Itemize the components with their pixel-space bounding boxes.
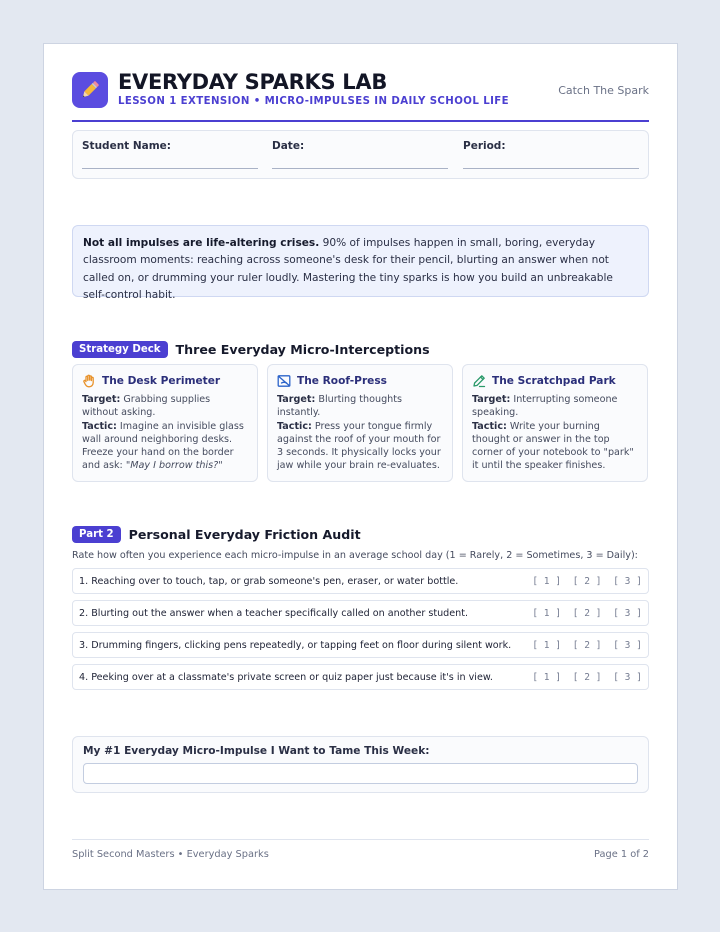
period-field[interactable] [463,140,639,169]
student-info-box [72,130,649,179]
audit-item-text: 3. Drumming fingers, clicking pens repeatedly, or tapping feet on floor during silent work. [79,639,512,651]
audit-pill: Part 2 [72,526,121,543]
footer-credit: Split Second Masters • Everyday Sparks [72,849,269,860]
target-label: Target: [277,394,316,405]
audit-item-3 [72,632,649,658]
tactic-label: Tactic: [277,420,312,432]
card-body [82,393,248,473]
pencil-icon [72,72,108,108]
target-label: Target: [82,394,121,405]
card-target: Blurting thoughts instantly. [277,394,403,419]
audit-item-text: 1. Reaching over to touch, tap, or grab someone's pen, eraser, or water bottle. [79,575,459,587]
page-title: EVERYDAY SPARKS LAB [118,70,388,94]
hand-icon [82,374,96,388]
audit-item-text: 4. Peeking over at a classmate's private screen or quiz paper just because it's in view. [79,671,493,683]
card-target: Interrupting someone speaking. [472,394,618,419]
strategy-pill: Strategy Deck [72,341,168,358]
audit-item-2 [72,600,649,626]
card-title: The Roof-Press [297,375,387,387]
header-tagline: Catch The Spark [558,84,649,97]
student-name-field[interactable] [82,140,258,169]
intro-lead: Not all impulses are life-altering crises. [83,237,320,249]
audit-item-4 [72,664,649,690]
weekly-goal-label: My #1 Everyday Micro-Impulse I Want to Tame This Week: [83,745,430,757]
date-label: Date: [272,140,305,152]
card-tactic: Write your burning thought or answer in the top corner of your notebook to "park" it until the speaker finishes. [472,420,634,472]
strategy-cards [72,364,649,482]
date-line[interactable] [272,168,448,169]
card-quote: "May I borrow this?" [125,460,223,472]
audit-item-text: 2. Blurting out the answer when a teacher specifically called on another student. [79,607,469,619]
date-field[interactable] [272,140,448,169]
rating-scale[interactable]: [ 1 ] [ 2 ] [ 3 ] [532,671,642,683]
audit-section-header [72,526,361,543]
intro-body: 90% of impulses happen in small, boring, everyday classroom moments: reaching across someone's desk for their pencil, blurting an answer when not called on, or drumming your ruler loudly. Mastering the tiny sparks is how you build an unbreakable self-control habit. [83,237,613,301]
strategy-title: Three Everyday Micro-Interceptions [175,342,430,357]
card-body [277,393,443,473]
intro-callout [72,225,649,301]
weekly-goal-box [72,736,649,793]
audit-title: Personal Everyday Friction Audit [128,527,361,542]
rating-scale[interactable]: [ 1 ] [ 2 ] [ 3 ] [532,575,642,587]
card-tactic: Imagine an invisible glass wall around neighboring desks. Freeze your hand on the border and ask: [82,420,244,472]
audit-item-1 [72,568,649,594]
page-number: Page 1 of 2 [594,849,649,860]
strategy-card-scratchpad-park [462,364,648,482]
strategy-card-roof-press [267,364,453,482]
card-target: Grabbing supplies without asking. [82,394,211,419]
footer-divider [72,839,649,840]
card-tactic: Press your tongue firmly against the roof of your mouth for 3 seconds. It physically locks your jaw while your brain re-evaluates. [277,420,441,472]
strategy-card-desk-perimeter [72,364,258,482]
period-line[interactable] [463,168,639,169]
rating-scale[interactable]: [ 1 ] [ 2 ] [ 3 ] [532,607,642,619]
weekly-goal-input[interactable] [83,763,638,784]
target-label: Target: [472,394,511,405]
card-body [472,393,638,473]
card-title: The Scratchpad Park [492,375,616,387]
strategy-section-header [72,341,430,358]
tactic-label: Tactic: [82,420,117,432]
header-divider [72,120,649,122]
page-subtitle: LESSON 1 EXTENSION • MICRO-IMPULSES IN DAILY SCHOOL LIFE [118,96,509,107]
mouth-block-icon [277,374,291,388]
worksheet-page [43,43,678,890]
rating-scale[interactable]: [ 1 ] [ 2 ] [ 3 ] [532,639,642,651]
audit-instructions: Rate how often you experience each micro-impulse in an average school day (1 = Rarely, 2 = Sometimes, 3 = Daily): [72,550,638,561]
student-name-label: Student Name: [82,140,171,152]
student-name-line[interactable] [82,168,258,169]
card-title: The Desk Perimeter [102,375,221,387]
pen-icon [472,374,486,388]
period-label: Period: [463,140,506,152]
tactic-label: Tactic: [472,420,507,432]
